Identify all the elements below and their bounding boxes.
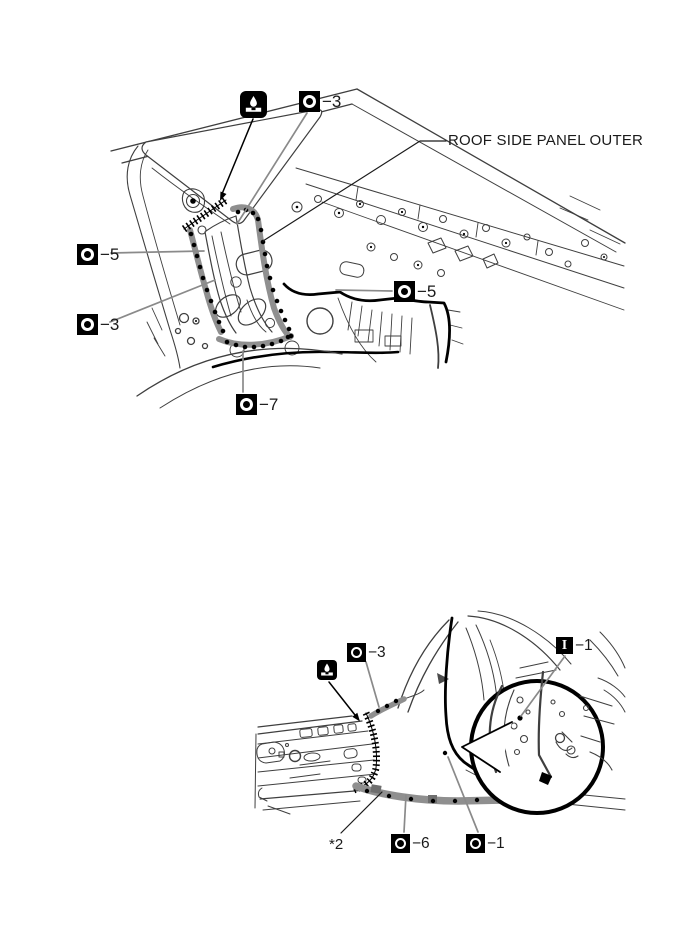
braze-weld-callout-bottom: [317, 660, 337, 680]
leader-spot3: [366, 662, 379, 707]
weld-count-label: −1: [575, 636, 593, 654]
spot-weld-ring: [303, 95, 316, 108]
braze-seam: [184, 200, 226, 229]
magnifier-detail-circle: [462, 662, 614, 813]
spot-weld-callout-b-1: [466, 834, 505, 853]
spot-weld-ring: [351, 647, 362, 658]
braze-arrow-bottom: [329, 682, 360, 722]
wheelhouse-hatch-cluster: [338, 298, 463, 368]
part-name-label: ROOF SIDE PANEL OUTER: [448, 132, 644, 149]
spot-weld-callout-b-top-3: [347, 643, 386, 662]
spot-weld-ring: [240, 398, 253, 411]
butt-weld-icon: I: [556, 637, 573, 654]
braze-weld-callout-top: [240, 91, 267, 118]
weld-count-label: −3: [368, 643, 386, 661]
spot-weld-icon: [391, 834, 410, 853]
spot-weld-icon: [466, 834, 485, 853]
spot-weld-icon: [77, 314, 98, 335]
leader-note2: [341, 792, 382, 833]
weld-count-label: −6: [412, 834, 430, 852]
braze-weld-icon: [240, 91, 267, 118]
spot-weld-ring: [395, 838, 406, 849]
spot-weld-icon: [236, 394, 257, 415]
spot-weld-callout-left-5: [77, 244, 119, 265]
spot-weld-icon: [299, 91, 320, 112]
braze-flame-glyph: [319, 662, 335, 678]
spot-weld-callout-top-3: [299, 91, 341, 112]
spot-weld-ring: [470, 838, 481, 849]
weld-count-label: −3: [100, 315, 120, 334]
spot-weld-ring: [81, 248, 94, 261]
leader-spot-right: [336, 290, 392, 291]
rocker-rail: [255, 716, 378, 814]
spot-weld-icon: [77, 244, 98, 265]
spot-weld-callout-right-5: [394, 281, 436, 302]
braze-flame-glyph: [243, 94, 264, 115]
weld-count-label: −7: [259, 395, 279, 414]
weld-count-label: −3: [322, 92, 342, 111]
footnote-marker: *2: [329, 836, 344, 853]
butt-weld-callout-1: [556, 637, 593, 654]
spot-weld-ring: [81, 318, 94, 331]
weld-count-label: −5: [417, 282, 437, 301]
spot-weld-icon: [394, 281, 415, 302]
b-pillar-lines: [398, 620, 505, 712]
weld-count-label: −5: [100, 245, 120, 264]
spot-weld-icon: [347, 643, 366, 662]
spot-weld-callout-bottom-7: [236, 394, 278, 415]
spot-weld-callout-left-3: [77, 314, 119, 335]
weld-count-label: −1: [487, 834, 505, 852]
spot-weld-callout-b-6: [391, 834, 430, 853]
braze-weld-icon: [317, 660, 337, 680]
spot-weld-ring: [398, 285, 411, 298]
car-body-lines: [111, 89, 625, 310]
leader-spot-left-upper: [111, 251, 204, 253]
leader-spot-left-lower: [110, 280, 215, 322]
